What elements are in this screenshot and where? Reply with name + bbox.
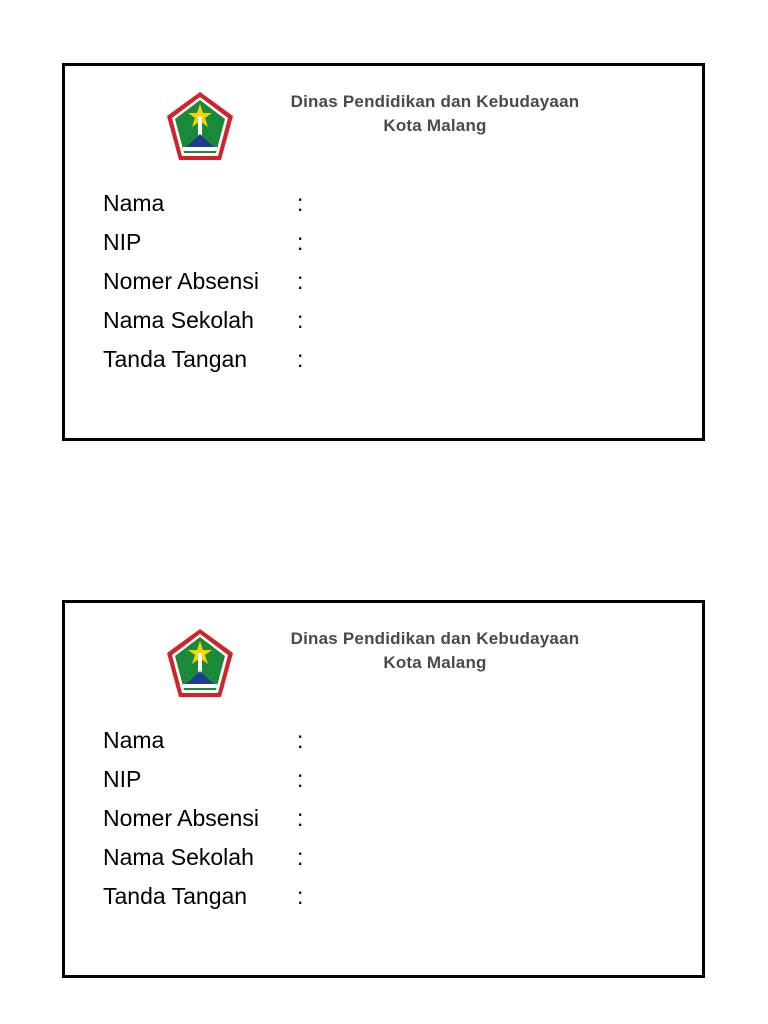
- field-label: Nama Sekolah: [103, 307, 254, 333]
- field-separator: :: [297, 346, 304, 372]
- city-name: Kota Malang: [383, 116, 487, 135]
- agency-header: [245, 627, 625, 675]
- field-nama-sekolah: [103, 301, 317, 340]
- field-list: [103, 721, 317, 916]
- field-label: Nama Sekolah: [103, 844, 254, 870]
- id-card-1: [62, 63, 705, 441]
- field-tanda-tangan: [103, 340, 317, 379]
- agency-name: Dinas Pendidikan dan Kebudayaan: [290, 92, 580, 111]
- kota-malang-emblem-icon: [165, 627, 235, 699]
- field-label: Tanda Tangan: [103, 346, 248, 372]
- field-separator: :: [297, 883, 304, 909]
- field-separator: :: [297, 805, 304, 831]
- field-nama: [103, 721, 317, 760]
- field-label: Nomer Absensi: [103, 805, 259, 831]
- field-nama-sekolah: [103, 838, 317, 877]
- field-label: NIP: [103, 229, 142, 255]
- field-nip: [103, 760, 317, 799]
- field-tanda-tangan: [103, 877, 317, 916]
- field-separator: :: [297, 229, 304, 255]
- field-separator: :: [297, 307, 304, 333]
- kota-malang-emblem-icon: [165, 90, 235, 162]
- field-label: Nama: [103, 727, 165, 753]
- field-list: [103, 184, 317, 379]
- field-label: Nama: [103, 190, 165, 216]
- field-separator: :: [297, 844, 304, 870]
- field-separator: :: [297, 190, 304, 216]
- field-label: Tanda Tangan: [103, 883, 248, 909]
- field-nomer-absensi: [103, 262, 317, 301]
- field-nomer-absensi: [103, 799, 317, 838]
- field-nama: [103, 184, 317, 223]
- field-separator: :: [297, 766, 304, 792]
- field-nip: [103, 223, 317, 262]
- city-name: Kota Malang: [383, 653, 487, 672]
- field-label: Nomer Absensi: [103, 268, 259, 294]
- field-separator: :: [297, 727, 304, 753]
- agency-name: Dinas Pendidikan dan Kebudayaan: [290, 629, 580, 648]
- agency-header: [245, 90, 625, 138]
- field-label: NIP: [103, 766, 142, 792]
- id-card-2: [62, 600, 705, 978]
- field-separator: :: [297, 268, 304, 294]
